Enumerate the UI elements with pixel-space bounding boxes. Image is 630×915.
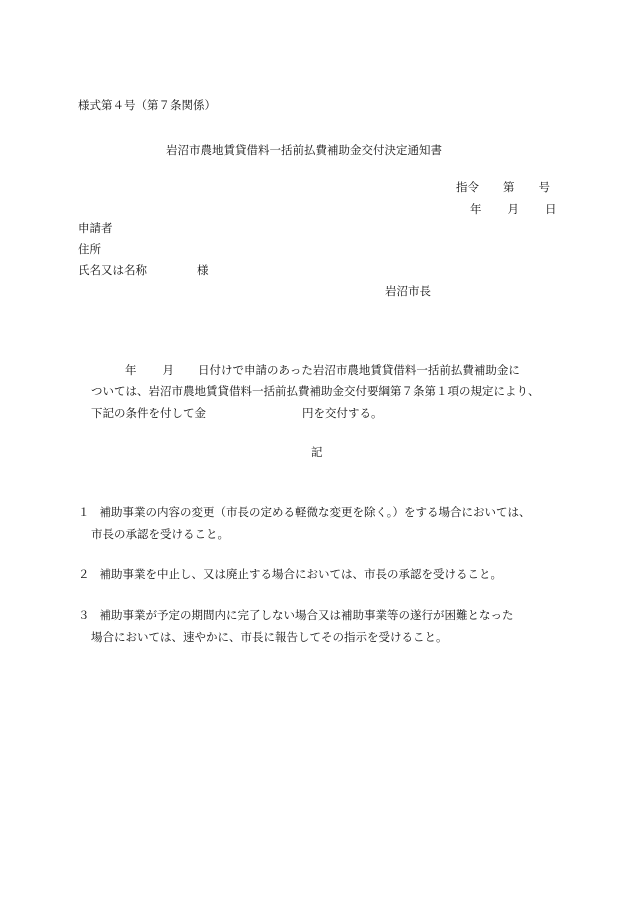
body-month: 月 [162, 363, 174, 377]
body-line-3-start: 下記の条件を付して金 [91, 406, 206, 420]
applicant-label: 申請者 [78, 221, 113, 235]
date-day: 日 [545, 202, 557, 216]
condition-2-number: ２ [78, 567, 90, 581]
body-line-3 [91, 408, 383, 420]
condition-1-line-1 [78, 507, 531, 519]
reference-dai: 第 [503, 180, 515, 194]
address-label: 住所 [78, 242, 101, 256]
honorific: 様 [197, 263, 209, 277]
date-month: 月 [507, 202, 519, 216]
body-year: 年 [125, 363, 137, 377]
condition-2-text: 補助事業を中止し、又は廃止する場合においては、市長の承認を受けること。 [99, 567, 502, 581]
condition-2-line-1 [78, 569, 502, 581]
issuer: 岩沼市長 [385, 284, 431, 298]
body-line-2: ついては、岩沼市農地賃貸借料一括前払費補助金交付要綱第７条第１項の規定により、 [91, 384, 540, 398]
date-year: 年 [470, 202, 482, 216]
condition-3-number: ３ [78, 608, 90, 622]
reference-number [456, 182, 550, 194]
body-line-1-text: 日付けで申請のあった岩沼市農地賃貸借料一括前払費補助金に [198, 363, 520, 377]
condition-3-line-1 [78, 610, 514, 622]
issue-date [470, 204, 557, 216]
body-line-3-end: 円を交付する。 [302, 406, 383, 420]
condition-1-number: １ [78, 505, 90, 519]
condition-1-text: 補助事業の内容の変更（市長の定める軽微な変更を除く。）をする場合においては、 [99, 505, 531, 519]
name-label: 氏名又は名称 [78, 263, 147, 277]
form-number: 様式第４号（第７条関係） [78, 98, 216, 112]
reference-go: 号 [538, 180, 550, 194]
document-title: 岩沼市農地賃貸借料一括前払費補助金交付決定通知書 [166, 143, 442, 157]
condition-1-line-2: 市長の承認を受けること。 [91, 527, 229, 541]
recipient-name-line [78, 265, 209, 277]
ki-label: 記 [311, 445, 323, 459]
body-line-1 [125, 365, 520, 377]
reference-prefix: 指令 [456, 180, 479, 194]
condition-3-line-2: 場合においては、速やかに、市長に報告してその指示を受けること。 [91, 630, 448, 644]
condition-3-text: 補助事業が予定の期間内に完了しない場合又は補助事業等の遂行が困難となった [99, 608, 514, 622]
